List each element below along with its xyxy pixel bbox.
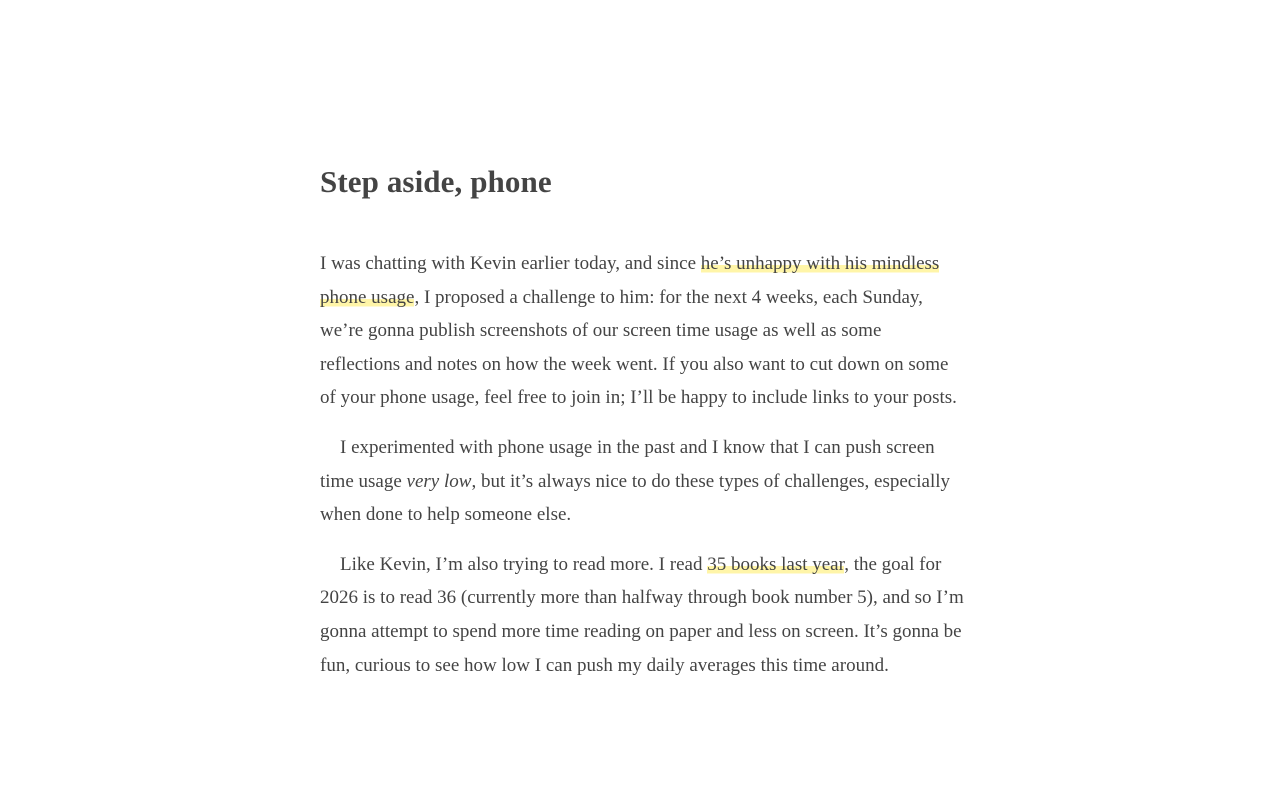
paragraph-3 bbox=[320, 548, 964, 682]
paragraph-3-text-b: , the goal for 2026 is to read 36 (currently more than halfway through book number 5), and so I’m gonna attempt to spend more time reading on paper and less on screen. It’s gonna be fun, curious to see how low I can push my daily averages this time around. bbox=[320, 553, 964, 676]
post-body bbox=[320, 247, 964, 682]
paragraph-1-text-a: I was chatting with Kevin earlier today, and since bbox=[320, 253, 701, 274]
paragraph-3-text-a: Like Kevin, I’m also trying to read more. I read bbox=[340, 553, 708, 575]
paragraph-2-text-a: I experimented with phone usage in the past and I know that I can push screen time usage bbox=[320, 436, 935, 492]
unhappy-phone-usage-link[interactable]: he’s unhappy with his mindless phone usage bbox=[320, 253, 940, 308]
post-title: Step aside, phone bbox=[320, 164, 552, 199]
blog-post bbox=[320, 160, 964, 698]
paragraph-2-text-b: , but it’s always nice to do these types of challenges, especially when done to help someone else. bbox=[320, 470, 950, 526]
paragraph-1 bbox=[320, 247, 964, 415]
paragraph-2 bbox=[320, 431, 964, 532]
books-last-year-link[interactable]: 35 books last year bbox=[707, 553, 845, 575]
paragraph-1-text-b: , I proposed a challenge to him: for the next 4 weeks, each Sunday, we’re gonna publish screenshots of our screen time usage as well as some reflections and notes on how the week went. If you also want to cut down on some of your phone usage, feel free to join in; I’ll be happy to include links to your posts. bbox=[320, 286, 957, 409]
paragraph-2-emphasis: very low bbox=[406, 470, 472, 492]
